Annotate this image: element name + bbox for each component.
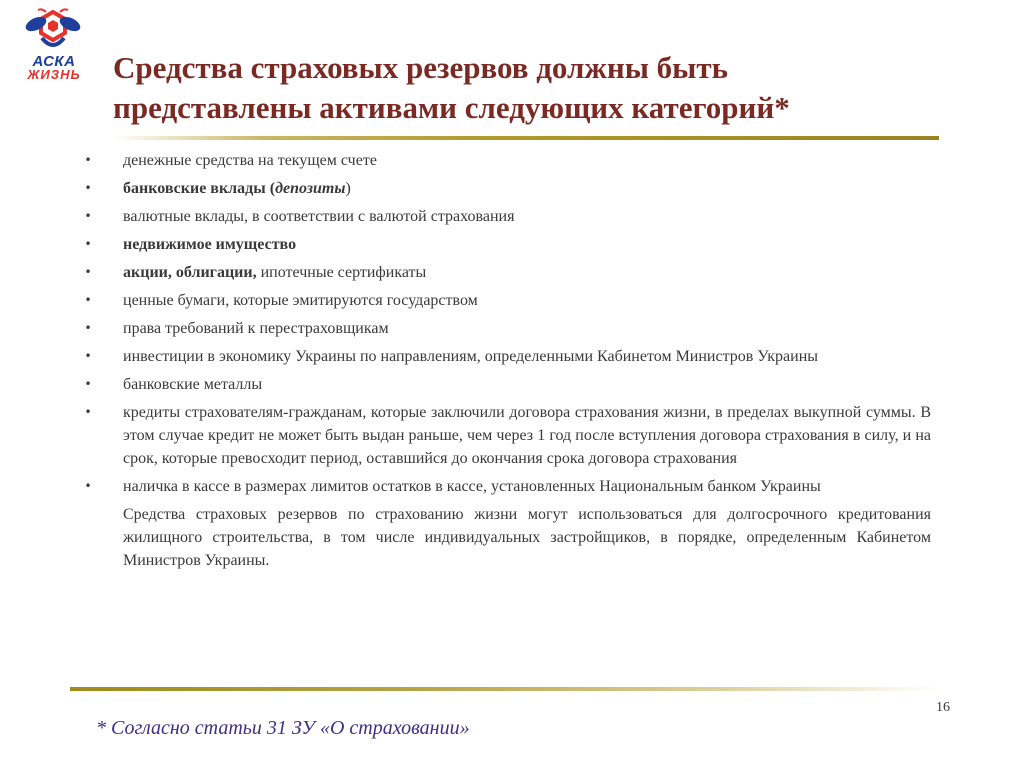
footer-divider	[70, 687, 942, 691]
bullet-icon: •	[84, 293, 92, 307]
list-item	[78, 373, 931, 396]
page-number: 16	[936, 700, 950, 715]
item-paren-close: )	[345, 180, 351, 197]
item-text: кредиты страхователям-гражданам, которые заключили договора страхования жизни, в пределах выкупной суммы. В этом случае кредит не может быть выдан раньше, чем через 1 год после вступления договора страхования в силу, и на срок, которые превосходит период, оставшийся до окончания срока договора страхования	[123, 404, 931, 467]
list-item	[78, 345, 931, 368]
list-item	[78, 177, 931, 200]
logo-line-2: ЖИЗНЬ	[27, 67, 81, 82]
item-text: инвестиции в экономику Украины по направлениям, определенными Кабинетом Министров Украины	[123, 348, 818, 365]
item-text: банковские металлы	[123, 376, 263, 393]
bullet-icon: •	[84, 321, 92, 335]
bullet-icon: •	[84, 237, 92, 251]
item-italic-text: депозиты	[275, 180, 346, 197]
list-item	[78, 205, 931, 228]
bullet-icon: •	[84, 153, 92, 167]
slide-title: Средства страховых резервов должны быть представлены активами следующих категорий*	[113, 50, 790, 125]
asset-category-list	[78, 149, 931, 577]
bee-logo-icon	[16, 8, 90, 58]
list-item	[78, 475, 931, 498]
item-text: валютные вклады, в соответствии с валютой страхования	[123, 208, 515, 225]
item-bold-text: банковские вклады	[123, 180, 266, 197]
item-paren-open: (	[265, 180, 276, 197]
bullet-icon: •	[84, 377, 92, 391]
item-bold-text: акции, облигации,	[123, 264, 257, 281]
note-paragraph	[78, 503, 931, 572]
note-text: Средства страховых резервов по страхованию жизни могут использоваться для долгосрочного кредитования жилищного строительства, в том числе индивидуальных застройщиков, в порядке, определенным Кабинетом Министров Украины.	[123, 506, 931, 569]
bullet-icon: •	[84, 265, 92, 279]
logo-wordmark	[18, 55, 90, 81]
logo-line-1: АСКА	[32, 53, 76, 70]
bullet-icon: •	[84, 349, 92, 363]
list-item	[78, 149, 931, 172]
item-text: права требований к перестраховщикам	[123, 320, 389, 337]
title-divider	[113, 136, 939, 140]
item-text: денежные средства на текущем счете	[123, 152, 377, 169]
list-item	[78, 233, 931, 256]
bullet-icon: •	[84, 405, 92, 419]
footnote: * Согласно статьи 31 ЗУ «О страховании»	[96, 717, 470, 739]
bullet-icon: •	[84, 209, 92, 223]
item-text: ипотечные сертификаты	[256, 264, 427, 281]
bullet-icon: •	[84, 181, 92, 195]
list-item	[78, 261, 931, 284]
item-text: наличка в кассе в размерах лимитов остатков в кассе, установленных Национальным банком Украины	[123, 478, 821, 495]
list-item	[78, 317, 931, 340]
item-text: ценные бумаги, которые эмитируются государством	[123, 292, 478, 309]
list-item	[78, 289, 931, 312]
bullet-icon: •	[84, 479, 92, 493]
item-bold-text: недвижимое имущество	[123, 236, 297, 253]
list-item	[78, 401, 931, 470]
